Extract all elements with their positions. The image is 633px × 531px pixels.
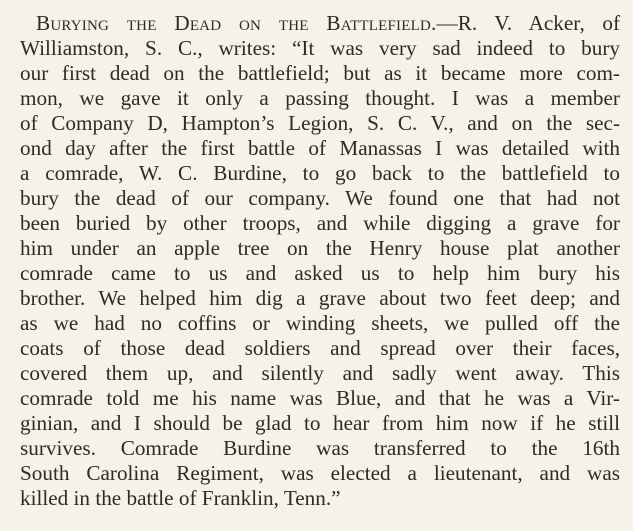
article-line-6: ond day after the first battle of Manassas I was detailed with [20,136,620,160]
article-line-20: killed in the battle of Franklin, Tenn.” [20,486,341,510]
article-line-17: ginian, and I should be glad to hear from him now if he still [20,411,620,435]
article-line-18: survives. Comrade Burdine was transferred to the 16th [20,436,620,460]
article-line-13: as we had no coffins or winding sheets, we pulled off the [20,311,620,335]
article-line-19: South Carolina Regiment, was elected a lieutenant, and was [20,461,620,485]
article-line-3: our first dead on the battlefield; but as it became more com- [20,61,620,85]
article-line-15: covered them up, and silently and sadly went away. This [20,361,620,385]
article-line-4: mon, we gave it only a passing thought. I was a member [20,86,620,110]
article-line-1 [20,11,620,36]
article-heading: Burying the Dead on the Battlefield. [36,11,437,35]
article-line-14: coats of those dead soldiers and spread over their faces, [20,336,620,360]
article-line-9: been buried by other troops, and while digging a grave for [20,211,620,235]
article-line-5: of Company D, Hampton’s Legion, S. C. V., and on the sec- [20,111,620,135]
article-line-16: comrade told me his name was Blue, and that he was a Vir- [20,386,620,410]
article-text [20,11,620,511]
article-line-2: Williamston, S. C., writes: “It was very sad indeed to bury [20,36,620,60]
article-line-10: him under an apple tree on the Henry house plat another [20,236,620,260]
article-line-11: comrade came to us and asked us to help him bury his [20,261,620,285]
article-line-7: a comrade, W. C. Burdine, to go back to the battlefield to [20,161,620,185]
article-line-8: bury the dead of our company. We found one that had not [20,186,620,210]
article-line-text: —R. V. Acker, of [436,11,620,35]
article-line-12: brother. We helped him dig a grave about two feet deep; and [20,286,620,310]
